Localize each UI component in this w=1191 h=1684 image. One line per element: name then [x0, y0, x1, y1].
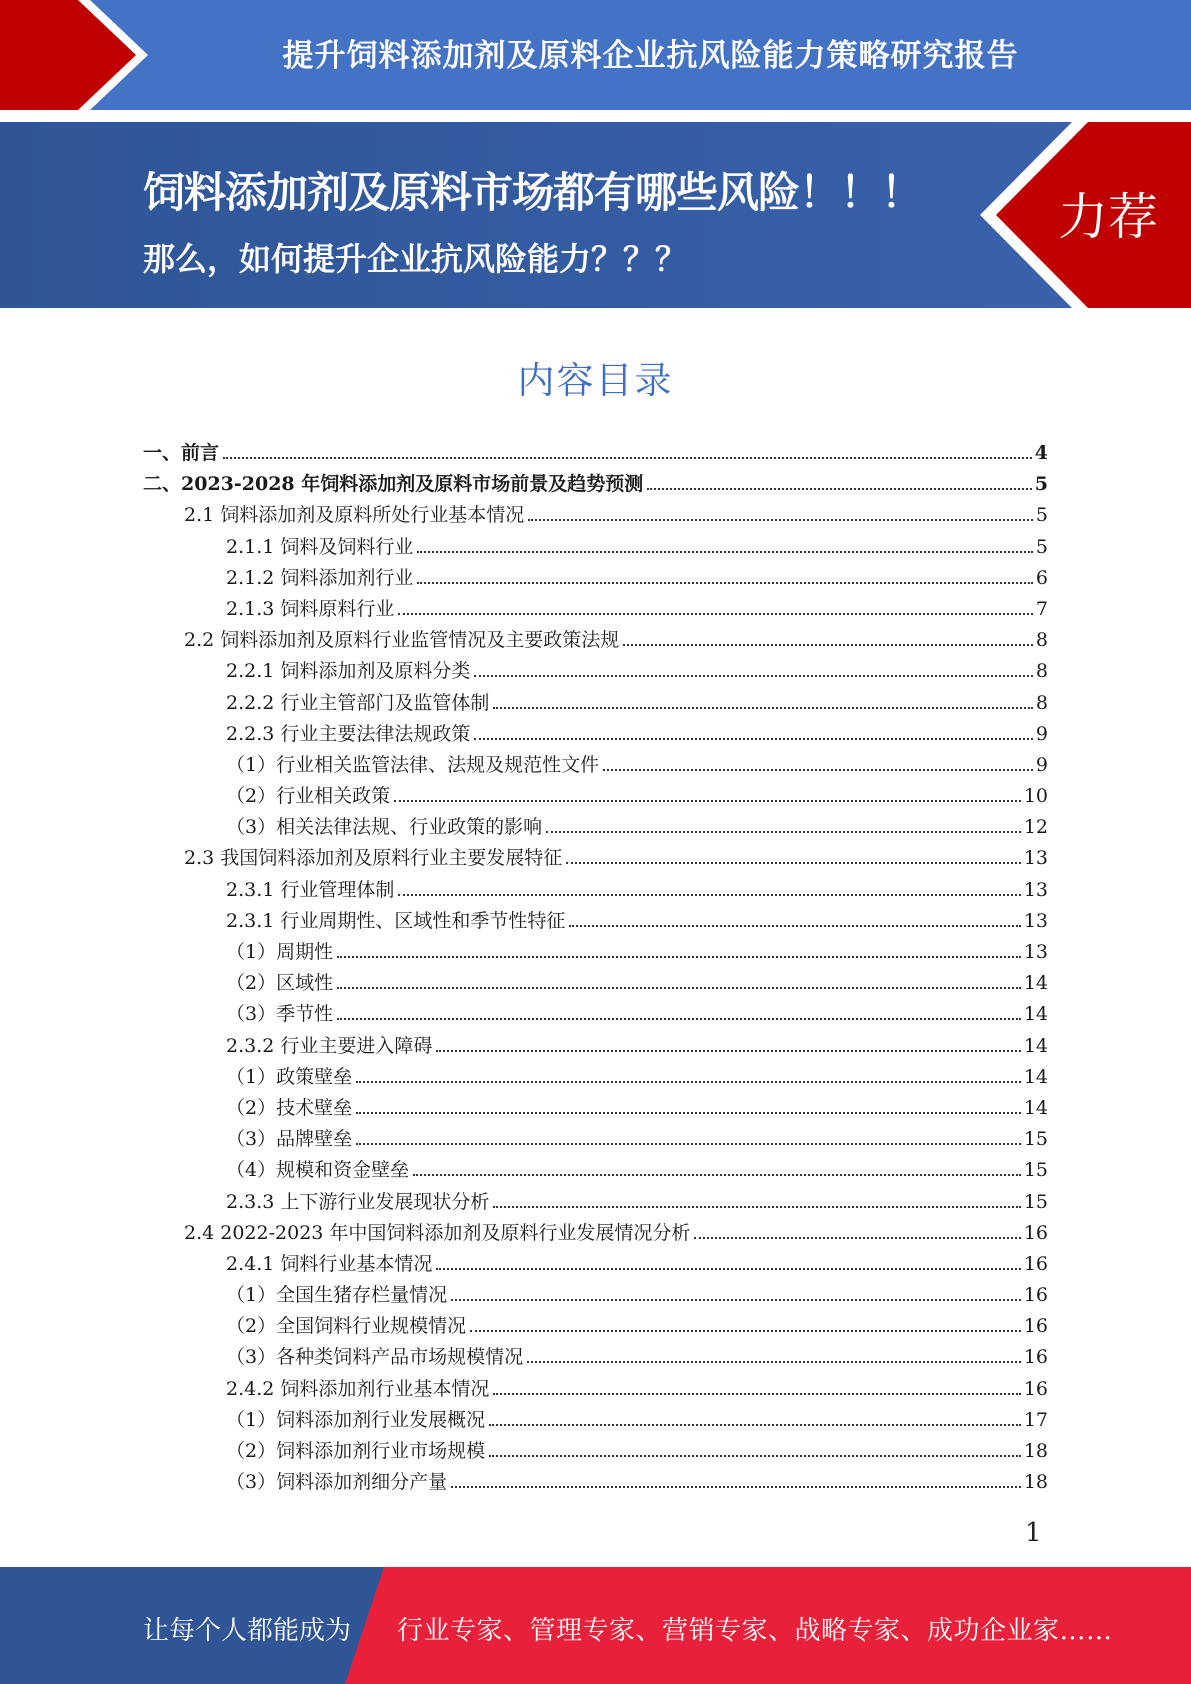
- footer-slogan-right: 行业专家、管理专家、营销专家、战略专家、成功企业家……: [397, 1616, 1113, 1646]
- toc-entry-page: 16: [1023, 1346, 1048, 1369]
- toc-entry[interactable]: [143, 1218, 1048, 1249]
- toc-entry-label: （2）技术壁垒: [226, 1096, 353, 1119]
- report-title: 提升饲料添加剂及原料企业抗风险能力策略研究报告: [282, 38, 1019, 74]
- toc-entry-page: 14: [1023, 972, 1048, 995]
- top-banner: [0, 0, 1191, 110]
- toc-dot-leader: [223, 457, 1032, 459]
- toc-entry-label: （1）政策壁垒: [226, 1065, 353, 1088]
- toc-entry-label: 2.4.2 饲料添加剂行业基本情况: [226, 1377, 490, 1400]
- toc-entry-label: 2.2.2 行业主管部门及监管体制: [226, 691, 490, 714]
- toc-dot-leader: [566, 862, 1021, 864]
- toc-dot-leader: [603, 769, 1033, 771]
- toc-entry[interactable]: [143, 937, 1048, 968]
- toc-entry[interactable]: [143, 875, 1048, 906]
- toc-entry-page: 16: [1023, 1315, 1048, 1338]
- toc-entry-label: 2.3 我国饲料添加剂及原料行业主要发展特征: [184, 847, 563, 870]
- toc-entry-label: （3）相关法律法规、行业政策的影响: [226, 816, 543, 839]
- toc-entry-label: 2.1.2 饲料添加剂行业: [226, 566, 414, 589]
- toc-dot-leader: [398, 613, 1033, 615]
- toc-entry[interactable]: [143, 1093, 1048, 1124]
- toc-entry[interactable]: [143, 688, 1048, 719]
- toc-entry[interactable]: [143, 563, 1048, 594]
- toc-entry-page: 7: [1035, 597, 1048, 620]
- toc-entry-label: （3）各种类饲料产品市场规模情况: [226, 1346, 524, 1369]
- toc-dot-leader: [356, 1143, 1021, 1145]
- toc-entry-page: 16: [1023, 1377, 1048, 1400]
- toc-entry-page: 16: [1023, 1252, 1048, 1275]
- toc-dot-leader: [528, 519, 1033, 521]
- toc-entry-page: 4: [1034, 442, 1048, 464]
- toc-dot-leader: [436, 1268, 1020, 1270]
- toc-title: 内容目录: [517, 359, 674, 402]
- toc-entry[interactable]: [143, 719, 1048, 750]
- toc-entry-page: 13: [1023, 847, 1048, 870]
- toc-entry[interactable]: [143, 906, 1048, 937]
- toc-entry[interactable]: [143, 469, 1048, 500]
- toc-entry-page: 13: [1023, 909, 1048, 932]
- toc-dot-leader: [470, 1330, 1021, 1332]
- toc-entry[interactable]: [143, 625, 1048, 656]
- toc-entry[interactable]: [143, 438, 1048, 469]
- toc-entry-label: 2.1.3 饲料原料行业: [226, 597, 395, 620]
- toc-entry-label: 2.1 饲料添加剂及原料所处行业基本情况: [184, 504, 525, 527]
- toc-dot-leader: [356, 1081, 1021, 1083]
- toc-entry-label: 二、2023-2028 年饲料添加剂及原料市场前景及趋势预测: [143, 473, 644, 496]
- toc-entry-label: 2.2 饲料添加剂及原料行业监管情况及主要政策法规: [184, 629, 620, 652]
- toc-entry[interactable]: [143, 812, 1048, 843]
- toc-entry[interactable]: [143, 1062, 1048, 1093]
- toc-entry-page: 14: [1023, 1065, 1048, 1088]
- toc-entry-page: 15: [1023, 1190, 1048, 1213]
- toc-entry[interactable]: [143, 1342, 1048, 1373]
- toc-entry-label: （3）品牌壁垒: [226, 1128, 353, 1151]
- hero-subheadline: 那么，如何提升企业抗风险能力？？？: [143, 240, 688, 278]
- table-of-contents: [143, 438, 1048, 1498]
- hero-headline: 饲料添加剂及原料市场都有哪些风险！！！: [143, 168, 923, 217]
- toc-dot-leader: [417, 551, 1033, 553]
- toc-entry-label: 2.3.2 行业主要进入障碍: [226, 1034, 433, 1057]
- toc-entry-label: 2.4 2022-2023 年中国饲料添加剂及原料行业发展情况分析: [184, 1221, 691, 1244]
- toc-dot-leader: [394, 800, 1021, 802]
- toc-entry-page: 6: [1035, 566, 1048, 589]
- toc-entry[interactable]: [143, 1031, 1048, 1062]
- toc-entry-page: 14: [1023, 1096, 1048, 1119]
- toc-dot-leader: [569, 925, 1020, 927]
- toc-entry[interactable]: [143, 1155, 1048, 1186]
- toc-entry-label: 2.2.1 饲料添加剂及原料分类: [226, 660, 471, 683]
- toc-entry[interactable]: [143, 1405, 1048, 1436]
- toc-entry[interactable]: [143, 968, 1048, 999]
- toc-entry-page: 16: [1023, 1284, 1048, 1307]
- toc-dot-leader: [527, 1361, 1021, 1363]
- toc-dot-leader: [694, 1237, 1020, 1239]
- toc-entry-label: （2）行业相关政策: [226, 785, 391, 808]
- toc-dot-leader: [451, 1486, 1021, 1488]
- toc-dot-leader: [337, 1018, 1021, 1020]
- toc-dot-leader: [493, 707, 1033, 709]
- toc-entry-label: （4）规模和资金壁垒: [226, 1159, 410, 1182]
- toc-dot-leader: [337, 956, 1021, 958]
- toc-entry[interactable]: [143, 750, 1048, 781]
- toc-entry-label: 2.3.1 行业管理体制: [226, 878, 395, 901]
- toc-dot-leader: [474, 675, 1033, 677]
- toc-dot-leader: [356, 1112, 1021, 1114]
- toc-entry-label: （2）区域性: [226, 972, 334, 995]
- toc-dot-leader: [417, 582, 1033, 584]
- toc-entry-page: 17: [1023, 1408, 1048, 1431]
- toc-entry[interactable]: [143, 1374, 1048, 1405]
- recommend-badge: 力荐: [1058, 188, 1158, 246]
- toc-dot-leader: [493, 1206, 1020, 1208]
- toc-entry-page: 18: [1023, 1440, 1048, 1462]
- toc-dot-leader: [647, 488, 1032, 490]
- toc-entry-page: 10: [1023, 785, 1048, 808]
- toc-entry[interactable]: [143, 1311, 1048, 1342]
- toc-entry[interactable]: [143, 781, 1048, 812]
- toc-entry-label: （1）全国生猪存栏量情况: [226, 1284, 448, 1307]
- toc-entry-page: 15: [1023, 1128, 1048, 1151]
- toc-entry-label: （3）饲料添加剂细分产量: [226, 1471, 448, 1494]
- toc-entry-label: （1）行业相关监管法律、法规及规范性文件: [226, 753, 600, 776]
- toc-entry-label: 2.3.3 上下游行业发展现状分析: [226, 1190, 490, 1213]
- toc-entry-page: 9: [1035, 722, 1048, 745]
- toc-entry-page: 8: [1035, 691, 1048, 714]
- toc-dot-leader: [436, 1050, 1020, 1052]
- toc-entry-page: 13: [1023, 878, 1048, 901]
- toc-entry[interactable]: [143, 1280, 1048, 1311]
- toc-entry[interactable]: [143, 656, 1048, 687]
- toc-entry-page: 5: [1034, 473, 1048, 496]
- toc-dot-leader: [474, 738, 1033, 740]
- toc-entry-label: （1）饲料添加剂行业发展概况: [226, 1408, 486, 1431]
- footer-banner: [0, 1567, 1191, 1684]
- toc-dot-leader: [546, 831, 1021, 833]
- toc-entry-label: 2.1.1 饲料及饲料行业: [226, 535, 414, 558]
- toc-entry-page: 12: [1023, 816, 1048, 839]
- toc-entry-page: 14: [1023, 1034, 1048, 1057]
- toc-entry[interactable]: [143, 532, 1048, 563]
- toc-entry-page: 8: [1035, 660, 1048, 683]
- toc-entry-label: （2）饲料添加剂行业市场规模: [226, 1440, 486, 1462]
- toc-dot-leader: [489, 1455, 1021, 1457]
- toc-entry[interactable]: [143, 1436, 1048, 1467]
- footer-slogan-left: 让每个人都能成为: [143, 1616, 352, 1646]
- toc-entry-label: 2.3.1 行业周期性、区域性和季节性特征: [226, 909, 566, 932]
- toc-entry-page: 16: [1023, 1221, 1048, 1244]
- toc-entry-page: 13: [1023, 941, 1048, 963]
- toc-entry[interactable]: [143, 1467, 1048, 1498]
- toc-entry-page: 15: [1023, 1159, 1048, 1182]
- toc-entry[interactable]: [143, 999, 1048, 1030]
- page-number: 1: [1025, 1518, 1042, 1548]
- toc-dot-leader: [398, 894, 1020, 896]
- toc-entry-label: 2.4.1 饲料行业基本情况: [226, 1252, 433, 1275]
- toc-entry[interactable]: [143, 1249, 1048, 1280]
- toc-entry-page: 14: [1023, 1003, 1048, 1026]
- toc-dot-leader: [337, 987, 1021, 989]
- toc-entry-label: 2.2.3 行业主要法律法规政策: [226, 722, 471, 745]
- toc-dot-leader: [493, 1393, 1020, 1395]
- toc-entry-page: 8: [1035, 629, 1048, 652]
- toc-entry[interactable]: [143, 1124, 1048, 1155]
- toc-dot-leader: [623, 644, 1033, 646]
- toc-entry-page: 9: [1035, 753, 1048, 776]
- toc-entry[interactable]: [143, 500, 1048, 531]
- toc-entry-page: 5: [1035, 504, 1048, 527]
- toc-entry-page: 5: [1035, 535, 1048, 558]
- toc-entry-label: 一、前言: [143, 442, 220, 464]
- hero-banner: [0, 122, 1191, 308]
- toc-entry[interactable]: [143, 843, 1048, 874]
- toc-entry-label: （1）周期性: [226, 941, 334, 963]
- toc-dot-leader: [489, 1424, 1021, 1426]
- toc-dot-leader: [451, 1299, 1021, 1301]
- toc-entry[interactable]: [143, 594, 1048, 625]
- toc-entry-label: （3）季节性: [226, 1003, 334, 1026]
- toc-entry-page: 18: [1023, 1471, 1048, 1494]
- toc-dot-leader: [413, 1174, 1021, 1176]
- toc-entry[interactable]: [143, 1187, 1048, 1218]
- toc-entry-label: （2）全国饲料行业规模情况: [226, 1315, 467, 1338]
